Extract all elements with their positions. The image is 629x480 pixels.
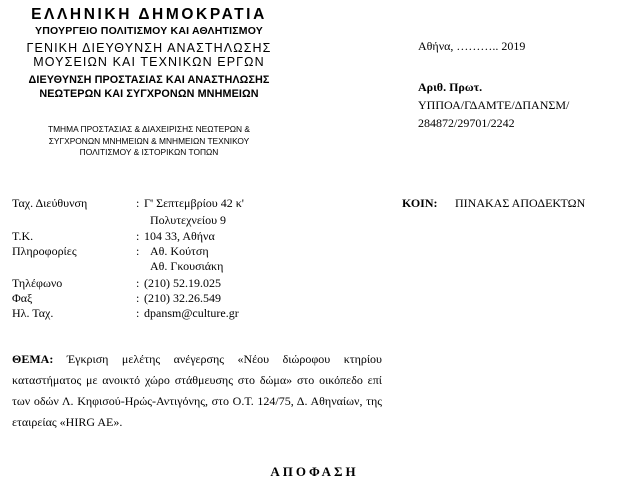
address-line: Πολυτεχνείου 9 — [150, 213, 227, 227]
koin-label: ΚΟΙΝ: — [402, 196, 438, 210]
postcode-value: 104 33, Αθήνα — [144, 229, 215, 243]
contact-colon: : — [136, 196, 140, 210]
letterhead-general-directorate — [0, 41, 298, 69]
phone-label: Τηλέφωνο — [12, 276, 63, 290]
letterhead-ministry: ΥΠΟΥΡΓΕΙΟ ΠΟΛΙΤΙΣΜΟΥ ΚΑΙ ΑΘΛΗΤΙΣΜΟΥ — [35, 25, 263, 37]
info-label: Πληροφορίες — [12, 244, 77, 258]
subject-paragraph — [12, 349, 382, 433]
fax-value: (210) 32.26.549 — [144, 291, 221, 305]
address-line: Γ' Σεπτεμβρίου 42 κ' — [144, 196, 244, 210]
department-line: ΤΜΗΜΑ ΠΡΟΣΤΑΣΙΑΣ & ΔΙΑΧΕΙΡΙΣΗΣ ΝΕΩΤΕΡΩΝ & — [47, 124, 251, 134]
date-line: Αθήνα, ……….. 2019 — [418, 39, 526, 53]
general-directorate-line: ΓΕΝΙΚΗ ΔΙΕΥΘΥΝΣΗ ΑΝΑΣΤΗΛΩΣΗΣ — [26, 41, 272, 55]
contact-colon: : — [136, 229, 140, 243]
email-value: dpansm@culture.gr — [144, 306, 239, 320]
decision-title: ΑΠΟΦΑΣΗ — [270, 464, 359, 479]
subject-label: ΘΕΜΑ: — [12, 352, 54, 366]
subject-text: Έγκριση μελέτης ανέγερσης «Νέου διώροφου κτηρίου καταστήματος με ανοικτό χώρο στάθμευσης στο δώμα» στο οικόπεδο επί των οδών Λ. Κηφισού-Ηρώς-Αντιγόνης, στο Ο.Τ. 124/75, Δ. Αθηναίων, της εταιρείας «HIRG AE». — [12, 352, 382, 429]
info-person: Αθ. Γκουσιάκη — [150, 259, 224, 273]
directorate-line: ΔΙΕΥΘΥΝΣΗ ΠΡΟΣΤΑΣΙΑΣ ΚΑΙ ΑΝΑΣΤΗΛΩΣΗΣ — [28, 74, 270, 86]
contact-colon: : — [136, 244, 140, 258]
fax-label: Φαξ — [12, 291, 33, 305]
contact-colon: : — [136, 276, 140, 290]
letterhead-directorate — [0, 74, 298, 101]
general-directorate-line: ΜΟΥΣΕΙΩΝ ΚΑΙ ΤΕΧΝΙΚΩΝ ΕΡΓΩΝ — [33, 55, 265, 69]
department-line: ΠΟΛΙΤΙΣΜΟΥ & ΙΣΤΟΡΙΚΩΝ ΤΟΠΩΝ — [79, 147, 219, 157]
phone-value: (210) 52.19.025 — [144, 276, 221, 290]
protocol-number-line: ΥΠΠΟΑ/ΓΔΑΜΤΕ/ΔΠΑΝΣΜ/ — [418, 98, 570, 112]
protocol-label: Αριθ. Πρωτ. — [418, 80, 483, 94]
contact-colon: : — [136, 306, 140, 320]
koin-value: ΠΙΝΑΚΑΣ ΑΠΟΔΕΚΤΩΝ — [455, 196, 586, 210]
info-person: Αθ. Κούτση — [150, 244, 209, 258]
address-label: Ταχ. Διεύθυνση — [12, 196, 88, 210]
email-label: Ηλ. Ταχ. — [12, 306, 54, 320]
directorate-line: ΝΕΩΤΕΡΩΝ ΚΑΙ ΣΥΓΧΡΟΝΩΝ ΜΝΗΜΕΙΩΝ — [39, 87, 259, 100]
protocol-number-line: 284872/29701/2242 — [418, 116, 515, 130]
department-line: ΣΥΓΧΡΟΝΩΝ ΜΝΗΜΕΙΩΝ & ΜΝΗΜΕΙΩΝ ΤΕΧΝΙΚΟΥ — [48, 135, 250, 146]
letterhead-country: ΕΛΛΗΝΙΚΗ ΔΗΜΟΚΡΑΤΙΑ — [31, 6, 267, 23]
postcode-label: Τ.Κ. — [12, 229, 34, 243]
contact-colon: : — [136, 291, 140, 305]
letterhead-department — [0, 124, 298, 159]
